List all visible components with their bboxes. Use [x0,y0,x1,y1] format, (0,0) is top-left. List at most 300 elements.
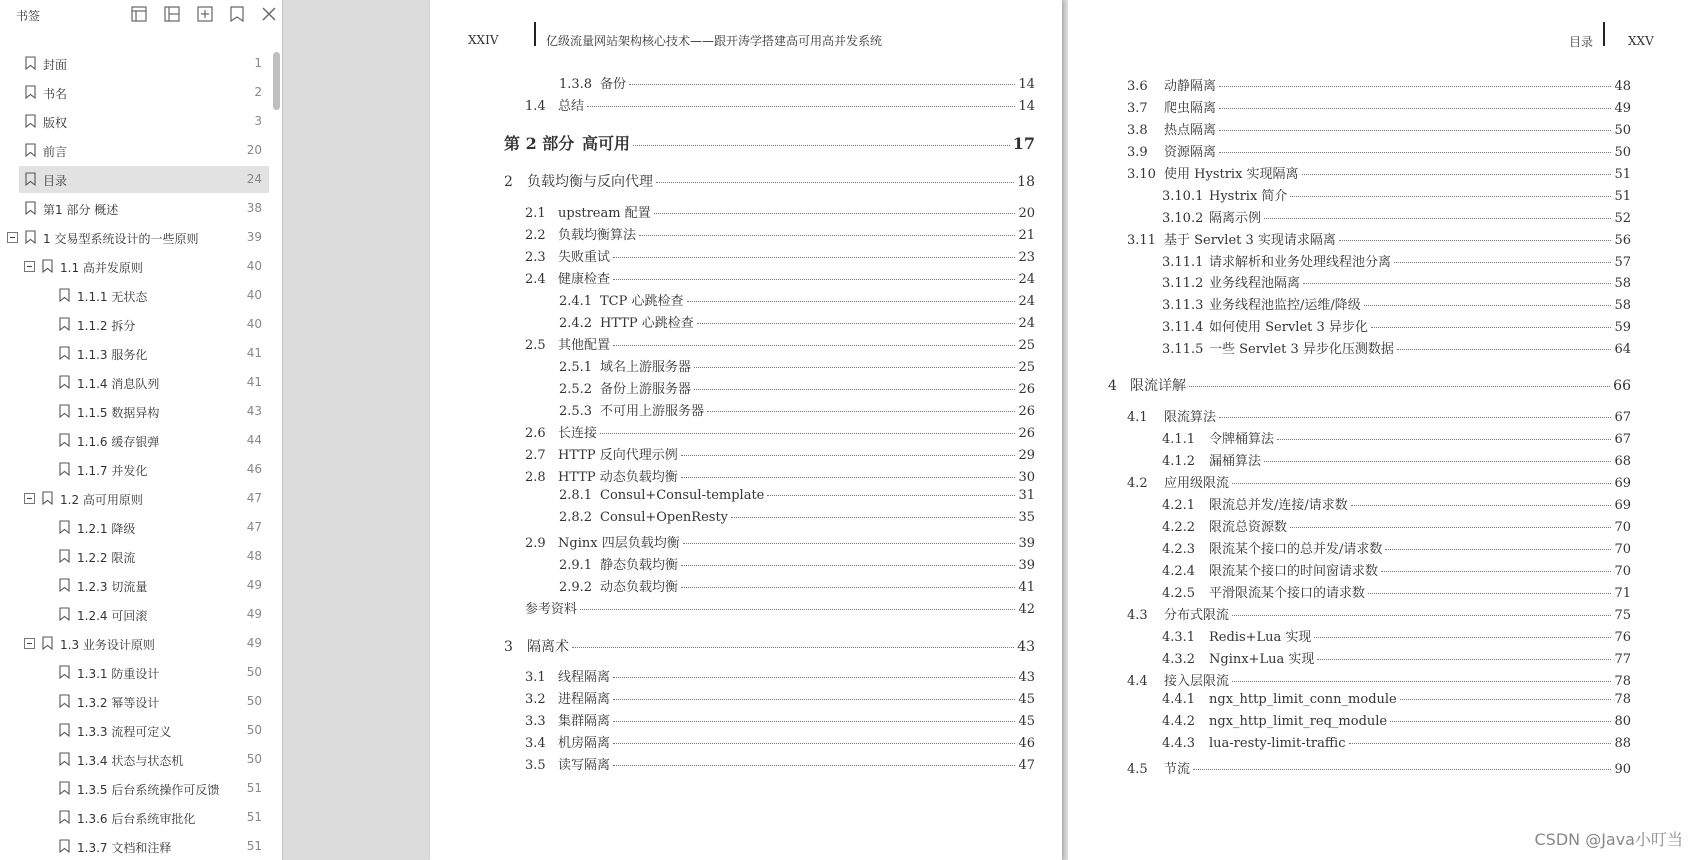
bookmark-page-number: 2 [254,85,262,99]
toc-leader-dots [1351,505,1612,506]
toc-entry-page: 58 [1614,298,1631,313]
toc-entry-number: 3.10 [1127,167,1156,182]
toc-entry-number: 2.9 [525,536,546,551]
toc-entry-title: upstream 配置 [558,206,651,221]
bookmark-item[interactable] [0,659,270,686]
toc-entry[interactable] [1162,560,1631,579]
toc-entry-number: 2.4.2 [559,316,593,331]
bookmark-item[interactable] [0,253,270,280]
bookmark-page-number: 41 [246,346,262,360]
toc-entry-number: 3.1 [525,670,546,685]
toc-entry[interactable] [1162,272,1631,291]
bookmark-item[interactable] [0,572,270,599]
toc-entry-number: 3.11.1 [1162,255,1204,270]
toc-entry-page: 59 [1614,320,1631,335]
toc-entry[interactable] [525,334,1035,353]
toc-entry-title: 令牌桶算法 [1209,432,1275,447]
toc-entry-title: lua-resty-limit-traffic [1209,736,1346,751]
bookmark-page-number: 51 [246,810,262,824]
bookmark-icon [59,462,70,476]
toc-entry-page: 46 [1018,736,1035,751]
bookmark-page-number: 47 [246,520,262,534]
bookmark-item[interactable] [0,804,270,831]
toc-entry-number: 3.11 [1127,233,1156,248]
toc-entry-number: 3.4 [525,736,546,751]
toc-leader-dots [731,517,1015,518]
bookmark-icon [25,172,36,186]
toc-entry[interactable] [559,400,1035,419]
toc-leader-dots [694,367,1015,368]
toc-leader-dots [613,345,1015,346]
toc-entry-title: 机房隔离 [558,736,611,751]
bookmark-item[interactable] [0,630,270,657]
toc-entry-page: 26 [1018,382,1035,397]
toc-entry-number: 4.3.1 [1162,630,1196,645]
toc-entry[interactable] [1162,714,1631,729]
bookmark-label: 1.3.7 文档和注释 [77,841,172,855]
toc-entry[interactable] [525,710,1035,729]
toc-entry-page: 52 [1614,211,1631,226]
collapse-toggle-icon[interactable] [24,261,35,272]
toc-entry-title: 总结 [558,99,585,114]
bookmark-item[interactable] [0,601,270,628]
bookmark-icon [25,85,36,99]
bookmark-item[interactable] [0,514,270,541]
bookmark-page-number: 50 [246,752,262,766]
toc-entry[interactable] [1162,428,1631,447]
toc-entry-page: 66 [1613,378,1631,394]
toc-entry[interactable] [525,422,1035,441]
toc-leader-dots [629,84,1015,85]
toc-entry-page: 76 [1614,630,1631,645]
toc-entry-page: 48 [1614,79,1631,94]
close-icon[interactable] [260,5,278,23]
toc-entry-title: 参考资料 [525,602,578,617]
toc-entry[interactable] [559,510,1035,525]
bookmarks-panel-title: 书签 [16,9,41,23]
toc-entry-page: 75 [1614,608,1631,623]
toc-entry-number: 2.7 [525,448,546,463]
bookmark-item[interactable] [0,137,270,164]
bookmark-icon [25,114,36,128]
toc-entry-page: 50 [1614,145,1631,160]
toc-entry-title: 平滑限流某个接口的请求数 [1209,586,1366,601]
toc-entry[interactable] [1127,119,1631,138]
toc-entry-title: ngx_http_limit_req_module [1209,714,1388,729]
toc-entry-page: 42 [1018,602,1035,617]
toc-entry-number: 4.1.2 [1162,454,1196,469]
toc-entry-title: ngx_http_limit_conn_module [1209,692,1397,707]
toc-leader-dots [1219,152,1611,153]
bookmark-item[interactable] [0,543,270,570]
bookmark-item[interactable] [0,166,270,193]
toc-leader-dots [1317,659,1611,660]
bookmark-item[interactable] [0,717,270,744]
toc-leader-dots [1339,240,1612,241]
toc-entry[interactable] [525,754,1035,773]
toc-entry-page: 78 [1614,674,1631,689]
toc-entry[interactable] [559,356,1035,375]
toc-entry-page: 64 [1614,342,1631,357]
toc-leader-dots [683,543,1016,544]
bookmark-item[interactable] [0,775,270,802]
toc-entry[interactable] [525,532,1035,551]
bookmark-label: 1.1.7 并发化 [77,464,148,478]
toc-entry-page: 71 [1614,586,1631,601]
bookmark-icon [59,781,70,795]
toc-entry-page: 90 [1614,762,1631,777]
toc-entry-title: HTTP 动态负载均衡 [558,470,678,485]
toc-entry[interactable] [525,95,1035,114]
toc-leader-dots [1264,218,1611,219]
toc-entry[interactable] [525,466,1035,485]
toc-leader-dots [1394,262,1611,263]
toc-entry-title: Hystrix 简介 [1209,189,1288,204]
toc-entry-title: 一些 Servlet 3 异步化压测数据 [1209,342,1394,357]
toc-entry-title: 限流详解 [1130,378,1186,394]
collapse-toggle-icon[interactable] [7,232,18,243]
toc-entry-number: 2.2 [525,228,546,243]
toc-leader-dots [687,301,1016,302]
toc-entry-number: 2 [504,174,513,190]
toc-entry-number: 4.2.1 [1162,498,1196,513]
toc-entry-page: 80 [1614,714,1631,729]
toc-entry[interactable] [1127,758,1631,777]
bookmark-page-number: 24 [246,172,262,186]
toc-entry[interactable] [525,444,1035,463]
collapse-toggle-icon[interactable] [24,493,35,504]
toc-entry-title: 接入层限流 [1164,674,1230,689]
bookmark-page-number: 41 [246,375,262,389]
toc-entry-number: 4.2.2 [1162,520,1196,535]
toc-entry-number: 4.1.1 [1162,432,1196,447]
toc-entry-page: 51 [1614,189,1631,204]
toc-entry-number: 4.3 [1127,608,1148,623]
toc-entry[interactable] [525,246,1035,265]
toc-entry-title: 不可用上游服务器 [600,404,705,419]
toc-entry[interactable] [1162,648,1631,667]
toc-entry-number: 3.11.3 [1162,298,1204,313]
toc-leader-dots [613,743,1015,744]
toc-entry[interactable] [1162,516,1631,535]
toc-leader-dots [1232,615,1611,616]
toc-leader-dots [767,495,1015,496]
toc-entry[interactable] [1127,670,1631,689]
bookmark-label: 1.3.3 流程可定义 [77,725,172,739]
toc-leader-dots [613,257,1015,258]
toc-leader-dots [1264,461,1611,462]
toc-leader-dots [681,565,1015,566]
bookmark-item[interactable] [0,50,270,77]
toc-leader-dots [1385,549,1611,550]
toc-entry-number: 2.8.1 [559,488,593,503]
bookmark-label: 1.1.2 拆分 [77,319,136,333]
page-number: XXV [1628,34,1654,48]
bookmark-label: 目录 [43,174,68,188]
bookmark-icon [59,288,70,302]
bookmark-label: 书名 [43,87,68,101]
toc-entry[interactable] [559,554,1035,573]
toc-entry-number: 4.4.3 [1162,736,1196,751]
bookmarks-panel [0,0,283,860]
bookmark-label: 1 交易型系统设计的一些原则 [43,232,199,246]
toc-entry[interactable] [559,290,1035,309]
toc-entry-number: 3.11.4 [1162,320,1204,335]
toc-entry-page: 24 [1018,272,1035,287]
collapse-toggle-icon[interactable] [24,638,35,649]
bookmark-item[interactable] [0,427,270,454]
bookmark-label: 1.3.4 状态与状态机 [77,754,184,768]
toc-entry-page: 21 [1018,228,1035,243]
bookmark-icon [59,433,70,447]
bookmark-icon [59,346,70,360]
toc-entry-title: 使用 Hystrix 实现隔离 [1164,167,1299,182]
toc-entry-title: 集群隔离 [558,714,611,729]
toc-entry[interactable] [1162,736,1631,751]
bookmark-icon [25,230,36,244]
bookmark-icon [59,317,70,331]
toc-entry-page: 78 [1614,692,1631,707]
toc-entry[interactable] [559,73,1035,92]
toc-entry[interactable] [559,312,1035,331]
add-bookmark-icon[interactable] [196,5,214,23]
bookmark-label: 1.2.4 可回滚 [77,609,148,623]
toc-entry-number: 2.6 [525,426,546,441]
toc-leader-dots [681,587,1015,588]
toc-entry[interactable] [525,732,1035,751]
toc-entry[interactable] [1162,251,1631,270]
toc-entry[interactable] [1127,75,1631,94]
toc-leader-dots [1390,721,1611,722]
toc-leader-dots [1397,349,1612,350]
toc-entry-title: 健康检查 [558,272,611,287]
bookmark-item[interactable] [0,282,270,309]
toc-entry[interactable] [525,598,1035,617]
bookmark-page-number: 50 [246,723,262,737]
toc-entry-title: 隔离术 [527,639,569,655]
toc-leader-dots [613,721,1015,722]
toc-entry-title: 如何使用 Servlet 3 异步化 [1209,320,1368,335]
toc-entry-page: 29 [1018,448,1035,463]
toc-entry[interactable] [1162,450,1631,469]
toc-entry[interactable] [1127,472,1631,491]
toc-entry-title: 请求解析和业务处理线程池分离 [1209,255,1392,270]
bookmark-item[interactable] [0,79,270,106]
toc-entry-title: 资源隔离 [1164,145,1217,160]
toc-entry[interactable] [1162,582,1631,601]
toc-entry-title: 长连接 [558,426,598,441]
toc-leader-dots [613,677,1015,678]
toc-entry-page: 77 [1614,652,1631,667]
toc-entry[interactable] [1127,141,1631,160]
bookmark-icon [59,665,70,679]
document-page-right [1068,0,1695,860]
bookmark-page-number: 40 [246,288,262,302]
toc-entry-title: 业务线程池监控/运维/降级 [1209,298,1361,313]
toc-entry-page: 88 [1614,736,1631,751]
bookmark-label: 1.3.1 防重设计 [77,667,160,681]
toc-entry-title: HTTP 反向代理示例 [558,448,678,463]
toc-leader-dots [694,389,1015,390]
bookmark-item[interactable] [0,311,270,338]
toc-entry-page: 26 [1018,426,1035,441]
toc-entry-title: 限流算法 [1164,410,1217,425]
toc-entry-title: 其他配置 [558,338,611,353]
bookmark-label: 1.1.6 缓存银弹 [77,435,160,449]
bookmark-item[interactable] [0,224,270,251]
bookmarks-toolbar [0,0,283,30]
toc-entry[interactable] [1162,294,1631,313]
toc-entry-number: 2.5.3 [559,404,593,419]
toc-entry[interactable] [525,224,1035,243]
toc-entry[interactable] [525,268,1035,287]
toc-leader-dots [1371,327,1612,328]
toc-entry-page: 49 [1614,101,1631,116]
toc-chapter[interactable] [504,171,1035,191]
bookmark-item[interactable] [0,456,270,483]
toc-entry[interactable] [1162,692,1631,707]
expand-all-icon[interactable] [130,5,148,23]
toc-entry-title: 线程隔离 [558,670,611,685]
toc-entry[interactable] [1162,538,1631,557]
toc-part[interactable] [504,131,1035,154]
bookmark-item[interactable] [0,398,270,425]
toc-entry[interactable] [1162,185,1631,204]
toc-entry-number: 3.9 [1127,145,1148,160]
toc-entry-number: 3.5 [525,758,546,773]
toc-entry[interactable] [1127,97,1631,116]
toc-leader-dots [639,235,1015,236]
toc-entry-number: 4.2 [1127,476,1148,491]
toc-entry-title: 限流某个接口的总并发/请求数 [1209,542,1383,557]
toc-entry-number: 1.4 [525,99,546,114]
bookmark-icon [59,549,70,563]
toc-entry-number: 3.7 [1127,101,1148,116]
toc-entry[interactable] [1162,316,1631,335]
bookmark-label: 1.1 高并发原则 [60,261,143,275]
toc-entry-title: 应用级限流 [1164,476,1230,491]
bookmark-icon[interactable] [228,5,246,23]
toc-entry-title: Consul+Consul-template [600,488,765,503]
bookmark-page-number: 48 [246,549,262,563]
toc-entry-number: 2.4.1 [559,294,593,309]
toc-leader-dots [1368,593,1611,594]
bookmark-page-number: 47 [246,491,262,505]
bookmark-item[interactable] [0,833,270,860]
bookmark-item[interactable] [0,485,270,512]
toc-entry[interactable] [1127,229,1631,248]
toc-entry-page: 20 [1018,206,1035,221]
bookmark-page-number: 39 [246,230,262,244]
toc-entry[interactable] [1162,338,1631,357]
toc-entry-number: 3.10.1 [1162,189,1204,204]
bookmark-item[interactable] [0,688,270,715]
toc-entry-page: 67 [1614,410,1631,425]
toc-entry[interactable] [525,688,1035,707]
bookmark-label: 1.1.5 数据异构 [77,406,160,420]
toc-entry-page: 30 [1018,470,1035,485]
toc-entry-page: 69 [1614,498,1631,513]
toc-entry[interactable] [559,378,1035,397]
bookmark-label: 1.1.4 消息队列 [77,377,160,391]
bookmark-icon [25,201,36,215]
toc-entry-title: 基于 Servlet 3 实现请求隔离 [1164,233,1336,248]
bookmark-page-number: 50 [246,665,262,679]
bookmark-icon [59,694,70,708]
toc-entry[interactable] [1127,163,1631,182]
toc-entry-page: 57 [1614,255,1631,270]
collapse-all-icon[interactable] [163,5,181,23]
bookmark-item[interactable] [0,108,270,135]
toc-entry[interactable] [1162,626,1631,645]
toc-entry[interactable] [525,666,1035,685]
toc-entry-number: 第 2 部分 [504,134,575,153]
toc-leader-dots [681,477,1016,478]
toc-entry-page: 51 [1614,167,1631,182]
toc-entry[interactable] [525,202,1035,221]
bookmark-item[interactable] [0,340,270,367]
bookmark-label: 1.1.1 无状态 [77,290,148,304]
toc-entry-title: 限流总资源数 [1209,520,1288,535]
toc-chapter[interactable] [504,636,1035,656]
bookmark-item[interactable] [0,369,270,396]
toc-entry[interactable] [559,576,1035,595]
toc-entry[interactable] [1162,207,1631,226]
toc-leader-dots [1302,174,1612,175]
bookmark-page-number: 46 [246,462,262,476]
toc-entry-title: 高可用 [582,134,631,153]
sidebar-scrollbar[interactable] [273,52,280,110]
toc-entry-title: 热点隔离 [1164,123,1217,138]
toc-entry-number: 3.10.2 [1162,211,1204,226]
bookmark-page-number: 20 [246,143,262,157]
toc-leader-dots [1364,305,1612,306]
toc-entry-title: 限流某个接口的时间窗请求数 [1209,564,1379,579]
toc-leader-dots [656,182,1014,183]
toc-entry-number: 4.4 [1127,674,1148,689]
bookmark-icon [42,491,53,505]
toc-entry-number: 2.4 [525,272,546,287]
toc-entry[interactable] [1162,494,1631,513]
toc-leader-dots [587,106,1015,107]
bookmark-icon [25,56,36,70]
toc-leader-dots [1290,196,1611,197]
toc-leader-dots [1400,699,1612,700]
bookmark-item[interactable] [0,195,270,222]
toc-entry-number: 2.5.1 [559,360,593,375]
toc-entry-title: Consul+OpenResty [600,510,729,525]
toc-leader-dots [1303,283,1611,284]
toc-entry[interactable] [1127,604,1631,623]
toc-entry-number: 1.3.8 [559,77,593,92]
toc-entry-number: 4.5 [1127,762,1148,777]
toc-entry-page: 43 [1018,670,1035,685]
toc-entry[interactable] [559,488,1035,503]
toc-entry-title: Redis+Lua 实现 [1209,630,1312,645]
section-title: 目录 [1569,35,1594,49]
toc-chapter[interactable] [1108,375,1631,395]
toc-entry-page: 45 [1018,692,1035,707]
toc-entry-page: 41 [1018,580,1035,595]
toc-entry-title: TCP 心跳检查 [600,294,684,309]
bookmark-page-number: 44 [246,433,262,447]
toc-entry-page: 39 [1018,536,1035,551]
header-rule [1603,22,1605,46]
bookmark-item[interactable] [0,746,270,773]
toc-leader-dots [1277,439,1611,440]
toc-entry-page: 70 [1614,520,1631,535]
toc-entry[interactable] [1127,406,1631,425]
